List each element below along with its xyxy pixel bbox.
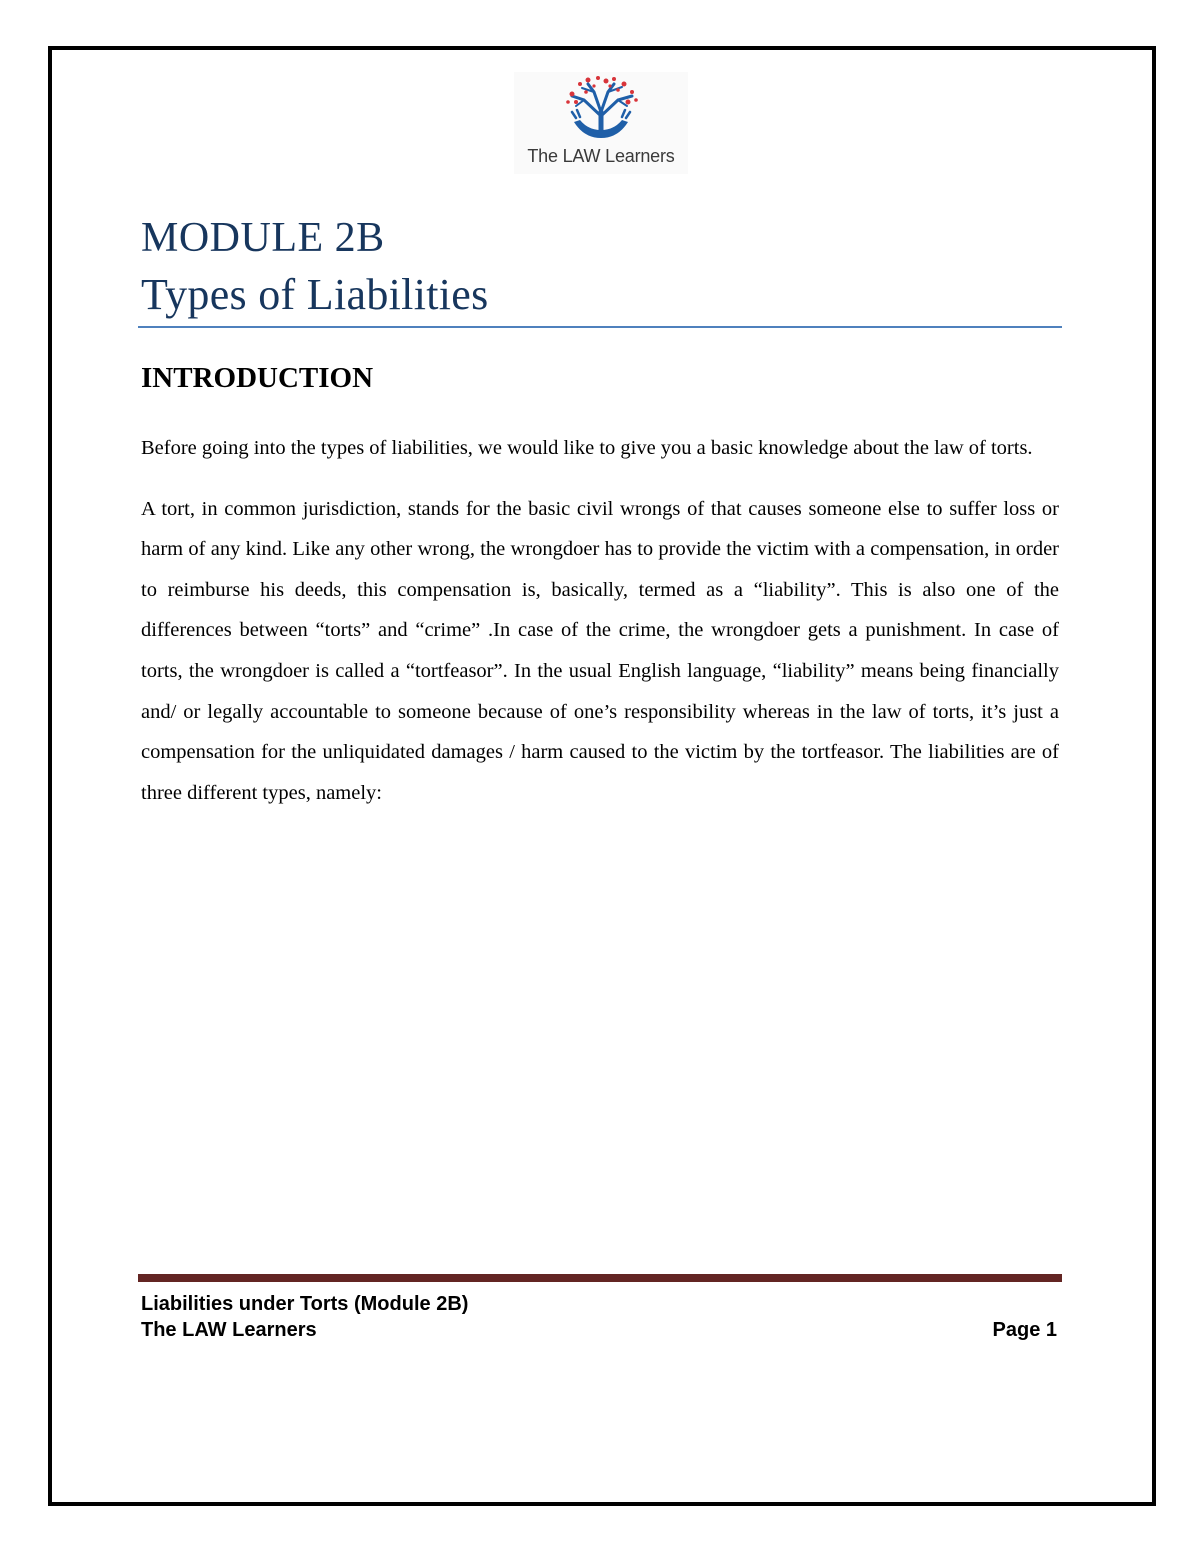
module-number: MODULE 2B — [141, 215, 385, 261]
footer-document-title: Liabilities under Torts (Module 2B) — [141, 1293, 469, 1315]
title-divider — [138, 326, 1062, 328]
page-number: Page 1 — [992, 1319, 1057, 1341]
logo-text: The LAW Learners — [527, 146, 675, 166]
tree-hands-icon — [514, 72, 688, 152]
section-heading: INTRODUCTION — [141, 362, 374, 394]
footer-publisher: The LAW Learners — [141, 1319, 317, 1341]
paragraph: Before going into the types of liabilities, we would like to give you a basic knowledge about the law of torts. — [141, 437, 1033, 459]
logo — [514, 72, 688, 174]
footer-divider — [138, 1274, 1062, 1282]
body-text — [141, 428, 1059, 833]
paragraph: A tort, in common jurisdiction, stands for the basic civil wrongs of that causes someone else to suffer loss or harm of any kind. Like any other wrong, the wrongdoer has to provide the victim with a compensation, in order to reimburse his deeds, this compensation is, basically, termed as a “liability”. This is also one of the differences between “torts” and “crime” .In case of the crime, the wrongdoer gets a punishment. In case of torts, the wrongdoer is called a “tortfeasor”. In the usual English language, “liability” means being financially and/ or legally accountable to someone because of one’s responsibility whereas in the law of torts, it’s just a compensation for the unliquidated damages / harm caused to the victim by the tortfeasor. The liabilities are of three different types, namely: — [141, 497, 1059, 804]
module-title: Types of Liabilities — [141, 270, 489, 319]
page-title — [141, 210, 1061, 324]
